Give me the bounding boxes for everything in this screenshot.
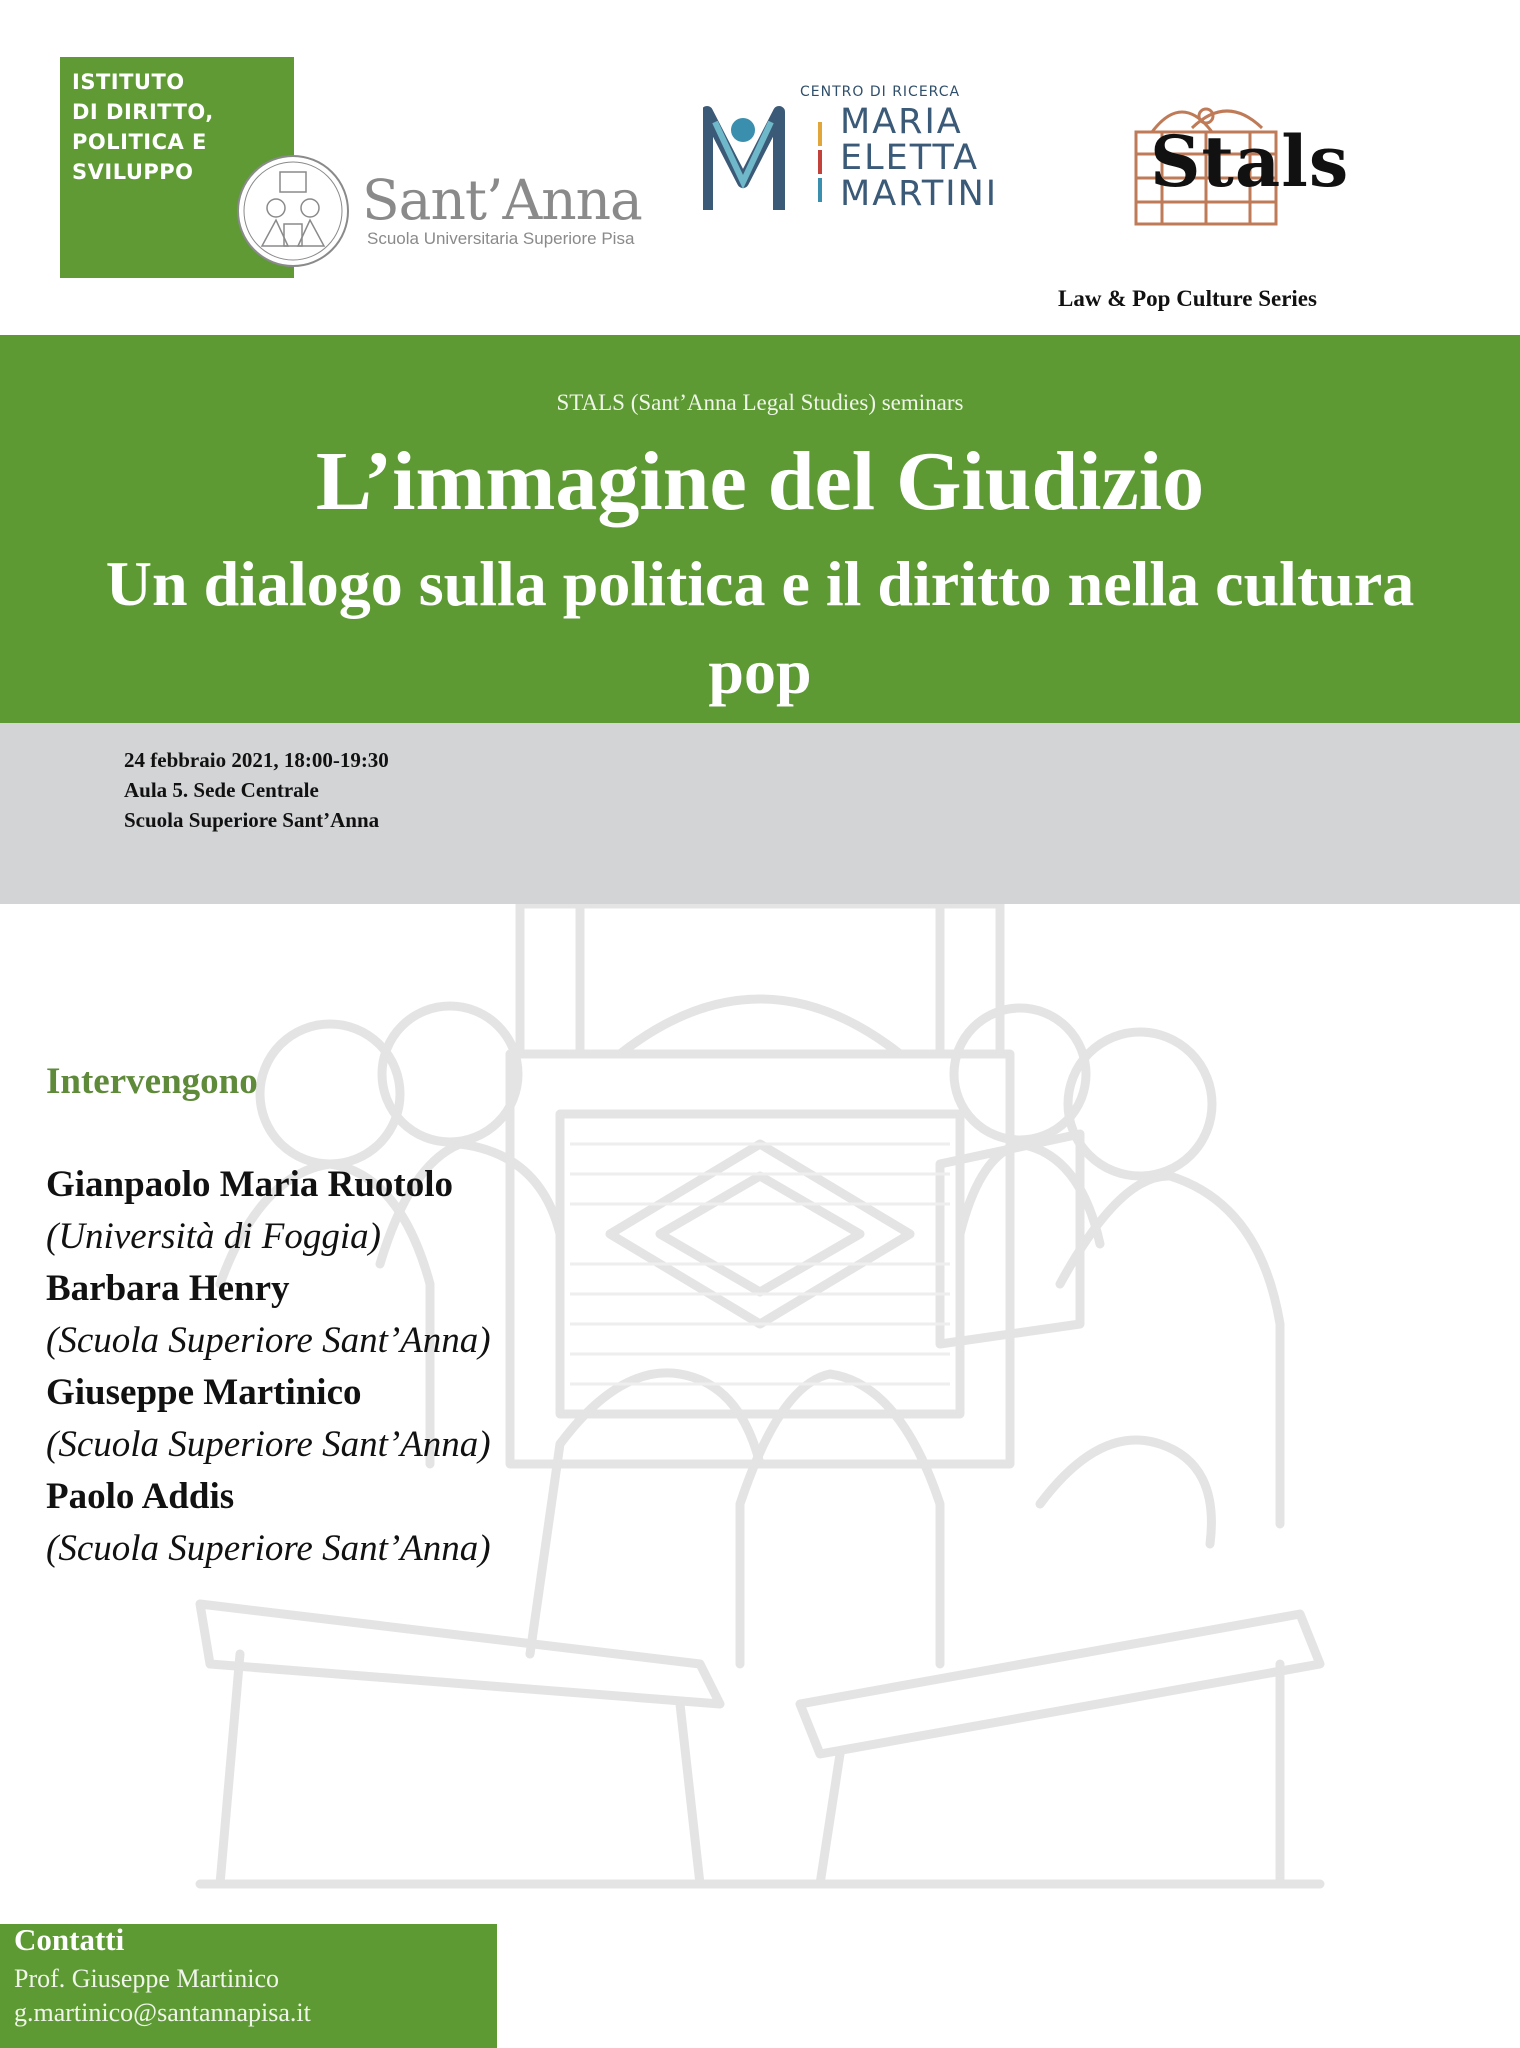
event-venue: Scuola Superiore Sant’Anna bbox=[124, 808, 380, 832]
speakers-heading: Intervengono bbox=[46, 1061, 258, 1102]
stals-wordmark: Stals bbox=[1150, 120, 1350, 203]
speaker-affiliation: (Università di Foggia) bbox=[46, 1216, 382, 1257]
santanna-subtitle: Scuola Universitaria Superiore Pisa bbox=[367, 229, 635, 248]
research-center-line: MARIA bbox=[840, 102, 963, 142]
speaker-affiliation: (Scuola Superiore Sant’Anna) bbox=[46, 1528, 491, 1569]
event-subtitle: Un dialogo sulla politica e il diritto nella cultura pop bbox=[105, 548, 1415, 707]
speaker-affiliation: (Scuola Superiore Sant’Anna) bbox=[46, 1424, 491, 1465]
speaker-affiliation: (Scuola Superiore Sant’Anna) bbox=[46, 1320, 491, 1361]
speaker-name: Paolo Addis bbox=[46, 1476, 235, 1517]
seminar-kicker: STALS (Sant’Anna Legal Studies) seminars bbox=[556, 390, 964, 415]
event-datetime: 24 febbraio 2021, 18:00-19:30 bbox=[124, 748, 389, 772]
speaker-name: Giuseppe Martinico bbox=[46, 1372, 362, 1413]
event-room: Aula 5. Sede Centrale bbox=[124, 778, 319, 802]
research-center-line: ELETTA bbox=[840, 138, 980, 178]
institute-line: POLITICA E bbox=[72, 130, 207, 154]
institute-logo-text bbox=[72, 67, 214, 187]
contact-heading: Contatti bbox=[14, 1922, 125, 1957]
contact-person: Prof. Giuseppe Martinico bbox=[14, 1964, 280, 1993]
research-center-label: CENTRO DI RICERCA bbox=[800, 84, 961, 100]
speaker-name: Gianpaolo Maria Ruotolo bbox=[46, 1164, 454, 1205]
santanna-seal-icon bbox=[236, 154, 350, 268]
santanna-name: Sant’Anna bbox=[362, 168, 642, 232]
contact-email-link[interactable]: g.martinico@santannapisa.it bbox=[14, 1998, 311, 2027]
institute-line: SVILUPPO bbox=[72, 160, 194, 184]
institute-line: ISTITUTO bbox=[72, 70, 185, 94]
speaker-name: Barbara Henry bbox=[46, 1268, 290, 1309]
research-center-line: MARTINI bbox=[840, 174, 999, 214]
series-label: Law & Pop Culture Series bbox=[1058, 286, 1317, 311]
event-title: L’immagine del Giudizio bbox=[315, 435, 1205, 528]
institute-line: DI DIRITTO, bbox=[72, 100, 214, 124]
